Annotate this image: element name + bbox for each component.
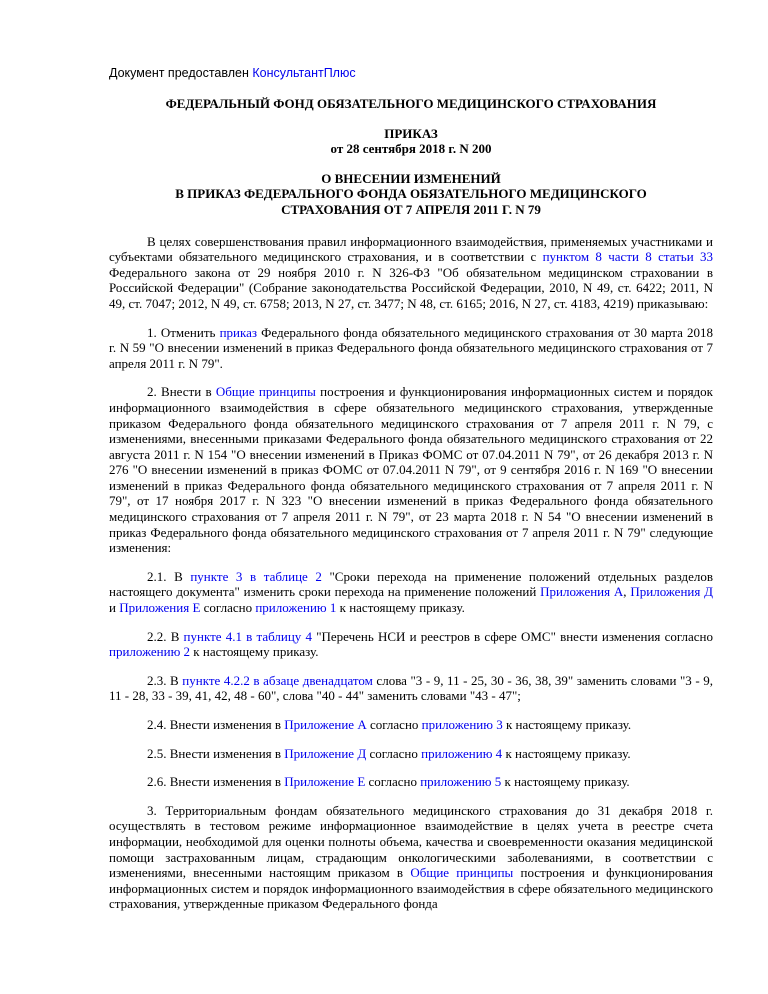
paragraph-text: к настоящему приказу. (336, 600, 465, 616)
order-heading (109, 126, 713, 157)
paragraph-text: 2.6. Внести изменения в (147, 774, 285, 790)
paragraph-text: В целях совершенствования правил информационного взаимодействия, применяемых участниками и субъектами обязательного медицинского страхования, и в соответствии с (109, 233, 713, 265)
paragraph-text: 2.3. В (147, 672, 183, 688)
document-title (109, 171, 713, 218)
paragraph-text: 2. Внести в (147, 384, 216, 400)
paragraph (109, 569, 713, 616)
paragraph-text: согласно (366, 717, 422, 732)
paragraph-text: и (109, 600, 120, 616)
paragraph-text: к настоящему приказу. (502, 717, 632, 732)
document-link[interactable]: приложению 3 (421, 717, 503, 732)
paragraph (109, 717, 713, 733)
document-link[interactable]: Приложения А (540, 584, 624, 600)
document-link[interactable]: приложению 2 (109, 644, 191, 660)
paragraph-text: "Перечень НСИ и реестров в сфере ОМС" внести изменения согласно (312, 628, 713, 644)
paragraph-text: слова "3 - 9, 11 - 25, 30 - 36, 38, 39" заменить словами "3 - 9, 11 - 28, 33 - 39, 41, 42, 48 - 60", слова "40 - 44" заменить словами "43 - 47"; (109, 672, 713, 704)
document-link[interactable]: Приложения Е (119, 600, 201, 616)
paragraph-text: "Сроки перехода на применение положений отдельных разделов настоящего документа" изменить сроки перехода на применение положений (109, 568, 713, 600)
paragraph-text: к настоящему приказу. (501, 774, 630, 790)
title-line-3: СТРАХОВАНИЯ ОТ 7 АПРЕЛЯ 2011 Г. N 79 (281, 201, 541, 217)
document-link[interactable]: приказ (219, 324, 258, 340)
paragraph-text: , (623, 584, 631, 600)
paragraph (109, 774, 713, 790)
title-line-2: В ПРИКАЗ ФЕДЕРАЛЬНОГО ФОНДА ОБЯЗАТЕЛЬНОГО МЕДИЦИНСКОГО (175, 186, 647, 202)
paragraph-text: 2.2. В (147, 628, 184, 644)
document-body (109, 96, 713, 912)
paragraph (109, 325, 713, 372)
document-link[interactable]: пункте 4.2.2 в абзаце двенадцатом (182, 672, 373, 688)
document-link[interactable]: Приложение А (284, 717, 367, 732)
document-link[interactable]: Приложение Д (284, 745, 367, 761)
document-link[interactable]: Приложения Д (630, 584, 714, 600)
paragraph-text: согласно (365, 774, 421, 790)
title-line-1: О ВНЕСЕНИИ ИЗМЕНЕНИЙ (321, 170, 501, 186)
paragraph-text: 2.4. Внести изменения в (147, 717, 285, 732)
document-link[interactable]: Общие принципы (410, 865, 514, 881)
paragraph-text: Федерального фонда обязательного медицинского страхования от 30 марта 2018 г. N 59 "О внесении изменений в приказ Федерального фонда обязательного медицинского страхования от 7 апреля 2011 г. N 79". (109, 324, 714, 371)
paragraph (109, 234, 713, 312)
paragraph-text: к настоящему приказу. (502, 745, 631, 761)
paragraph (109, 384, 713, 556)
paragraph-list (109, 234, 713, 912)
provider-line (109, 66, 356, 80)
document-link[interactable]: пункте 3 в таблице 2 (190, 568, 322, 584)
paragraph-text: согласно (366, 745, 422, 761)
paragraph-text: 2.1. В (147, 568, 191, 584)
document-link[interactable]: пунктом 8 части 8 статьи 33 (542, 249, 713, 265)
paragraph-text: 3. Территориальным фондам обязательного медицинского страхования до 31 декабря 2018 г. осуществлять в тестовом режиме информационное взаимодействие в целях учета в реестре счета информации, необходимой для оценки полноты объема, качества и своевременности оказания медицинской помощи застрахованным лицам, страдающим онкологическими заболеваниями, в соответствии с изменениями, внесенными настоящим приказом в (109, 802, 713, 881)
document-link[interactable]: Приложение Е (284, 774, 366, 790)
paragraph (109, 673, 713, 704)
document-link[interactable]: приложению 4 (421, 745, 503, 761)
paragraph-text: построения и функционирования информационных систем и порядок информационного взаимодействия в сфере обязательного медицинского страхования, утвержденные приказом Федерального фонда обязательного медицинского страхования от 7 апреля 2011 г. N 79, с изменениями, внесенными приказами Федерального фонда обязательного медицинского страхования от 22 августа 2011 г. N 154 "О внесении изменений в Приказ ФОМС от 07.04.2011 N 79", от 26 декабря 2013 г. N 276 "О внесении изменений в приказ ФОМС от 07.04.2011 N 79", от 9 сентября 2016 г. N 169 "О внесении изменений в приказ Федерального фонда обязательного медицинского страхования от 7 апреля 2011 г. N 79", от 17 ноября 2017 г. N 323 "О внесении изменений в приказ Федерального фонда обязательного медицинского страхования от 7 апреля 2011 г. N 79", от 23 марта 2018 г. N 54 "О внесении изменений в приказ Федерального фонда обязательного медицинского страхования от 7 апреля 2011 г. N 79" следующие изменения: (109, 384, 713, 556)
paragraph (109, 629, 713, 660)
paragraph-text: 2.5. Внести изменения в (147, 745, 285, 761)
document-link[interactable]: Общие принципы (215, 384, 316, 400)
paragraph-text: 1. Отменить (147, 324, 220, 340)
paragraph (109, 803, 713, 912)
order-word: ПРИКАЗ (384, 125, 438, 141)
consultant-plus-link[interactable]: КонсультантПлюс (252, 66, 356, 80)
document-link[interactable]: приложению 5 (420, 774, 502, 790)
document-link[interactable]: приложению 1 (255, 600, 337, 616)
organization-name: ФЕДЕРАЛЬНЫЙ ФОНД ОБЯЗАТЕЛЬНОГО МЕДИЦИНСКОГО СТРАХОВАНИЯ (165, 96, 657, 111)
paragraph-text: Федерального закона от 29 ноября 2010 г. N 326-ФЗ "Об обязательном медицинском страховании в Российской Федерации" (Собрание законодательства Российской Федерации, 2010, N 49, ст. 6422; 2011, N 49, ст. 7047; 2012, N 49, ст. 6758; 2013, N 27, ст. 3477; N 48, ст. 6165; 2016, N 27, ст. 4183, 4219) приказываю: (109, 264, 713, 311)
paragraph-text: к настоящему приказу. (190, 644, 319, 660)
document-link[interactable]: пункте 4.1 в таблицу 4 (183, 628, 312, 644)
provider-prefix: Документ предоставлен (109, 66, 253, 80)
paragraph (109, 746, 713, 762)
paragraph-text: согласно (200, 600, 256, 616)
order-date: от 28 сентября 2018 г. N 200 (330, 141, 492, 157)
paragraph-text: построения и функционирования информационных систем и порядок информационного взаимодействия в сфере обязательного медицинского страхования, утвержденные приказом Федерального фонда (109, 865, 714, 912)
